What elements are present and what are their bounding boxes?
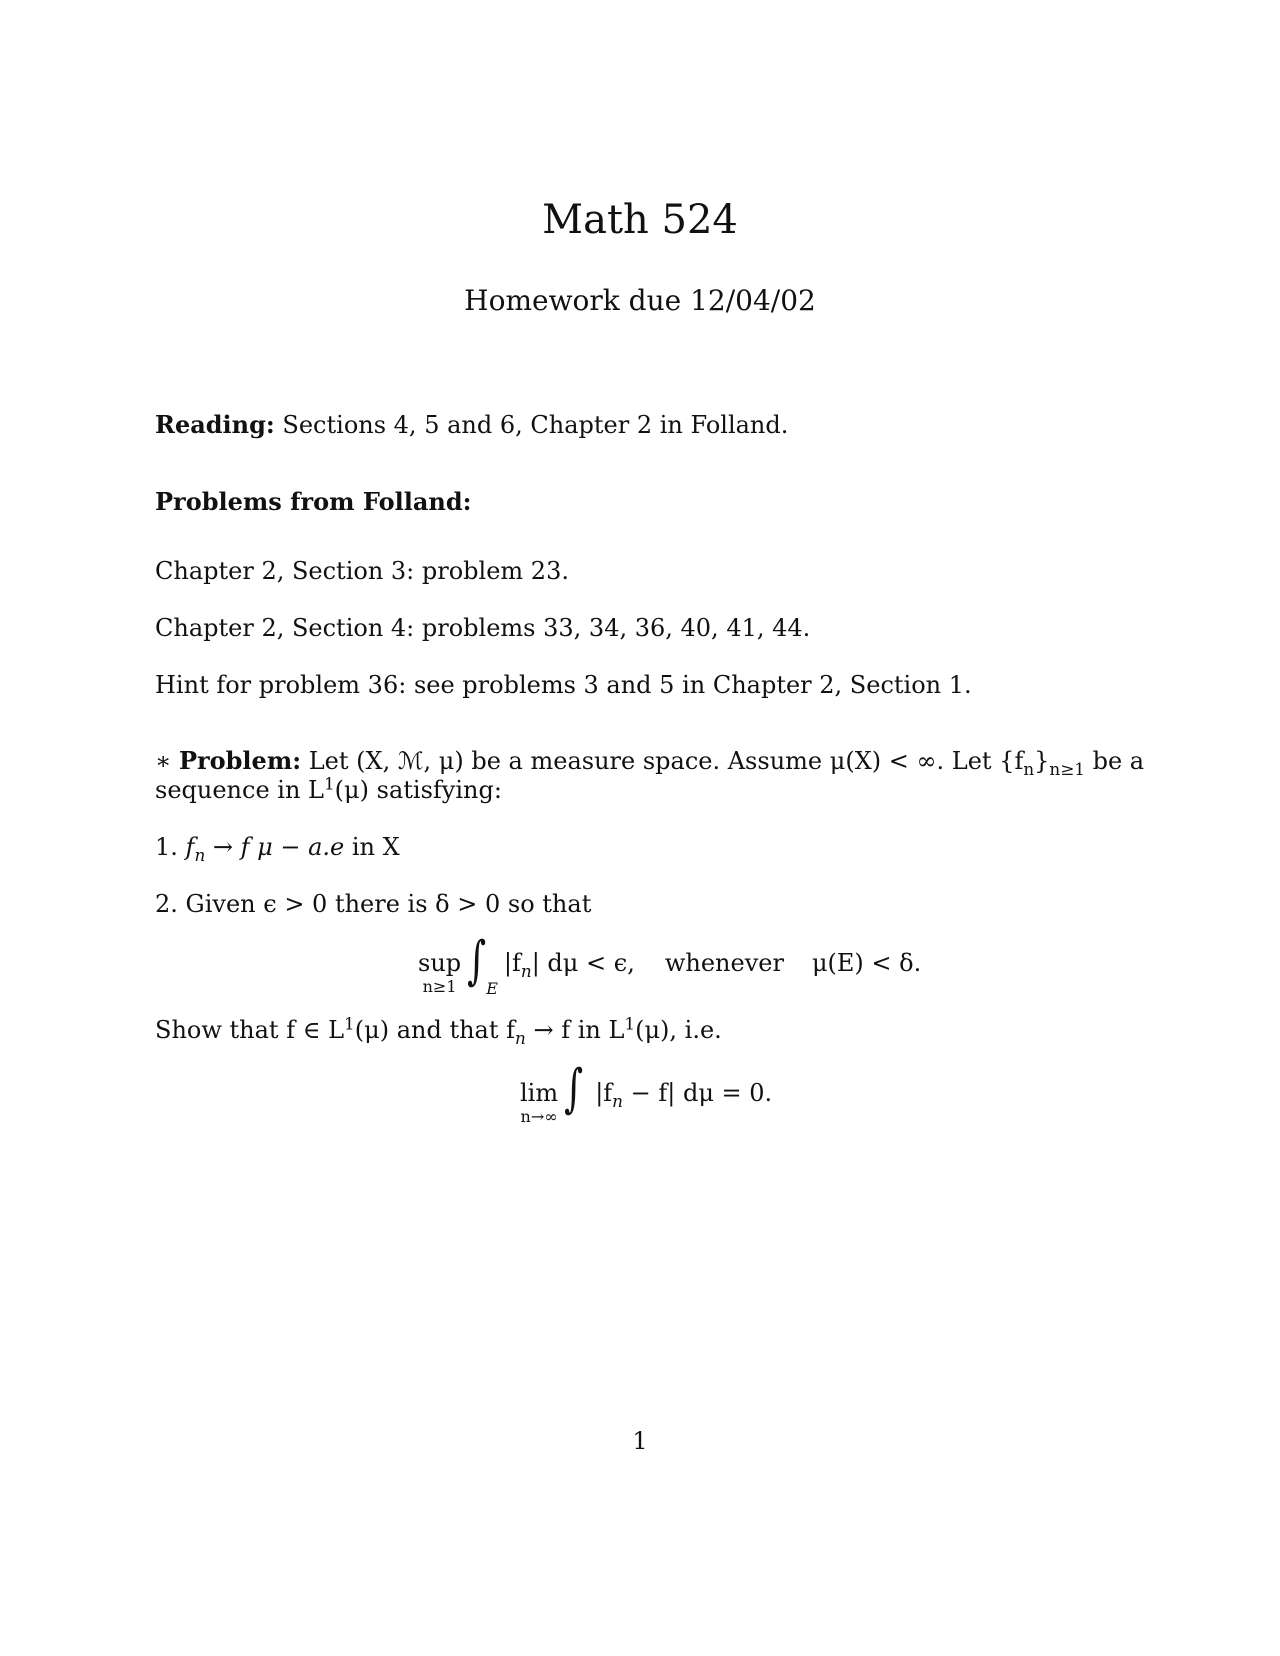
problems-heading: Problems from Folland: bbox=[155, 487, 472, 516]
condition-number: 2. bbox=[155, 890, 178, 918]
page-subtitle: Homework due 12/04/02 bbox=[464, 284, 816, 317]
equation-sup-integral: sup n≥1 $\int_E|f_n|$ dμ < ϵ, whenever μ(E) < δ. bbox=[418, 931, 922, 998]
problem-star-marker: ∗ bbox=[155, 747, 172, 775]
problem-intro-line-1 bbox=[155, 746, 1145, 779]
condition-number: 1. bbox=[155, 833, 178, 861]
sup-operator: sup n≥1 bbox=[418, 949, 462, 996]
reading-text: Sections 4, 5 and 6, Chapter 2 in Folland. bbox=[282, 411, 789, 439]
integral-sign: ∫ bbox=[564, 1059, 584, 1119]
condition-2: 2. Given ϵ > 0 there is δ > 0 so that bbox=[155, 890, 592, 918]
integral-sign: ∫ bbox=[467, 931, 487, 991]
reading-line bbox=[155, 410, 788, 440]
assignment-item: Chapter 2, Section 3: problem 23. bbox=[155, 557, 569, 585]
condition-1: 1. $f_n \to f$ μ − a.e in X bbox=[155, 833, 400, 865]
assignment-item: Chapter 2, Section 4: problems 33, 34, 36, 40, 41, 44. bbox=[155, 614, 811, 642]
problem-label: Problem: bbox=[178, 746, 302, 775]
reading-label: Reading: bbox=[155, 410, 275, 439]
show-statement: Show that f ∈ $L^1(\mu)$ and that $f_n \to f$ in $L^1(\mu)$, i.e. bbox=[155, 1013, 722, 1048]
page-title: Math 524 bbox=[542, 197, 738, 243]
lim-operator: lim n→∞ bbox=[520, 1079, 559, 1126]
page-number: 1 bbox=[632, 1427, 648, 1455]
equation-limit-integral: lim n→∞ ∫ $|f_n - f|$ dμ = 0. bbox=[520, 1059, 773, 1126]
hint-line: Hint for problem 36: see problems 3 and 5 in Chapter 2, Section 1. bbox=[155, 671, 972, 699]
problem-intro-text: Let (X, ℳ, μ) be a measure space. Assume μ(X) < ∞. Let $\{f_n\}_{n\ge 1}$ be a bbox=[308, 747, 1145, 779]
problem-intro-line-2: sequence in $L^1(\mu)$ satisfying: bbox=[155, 773, 502, 804]
